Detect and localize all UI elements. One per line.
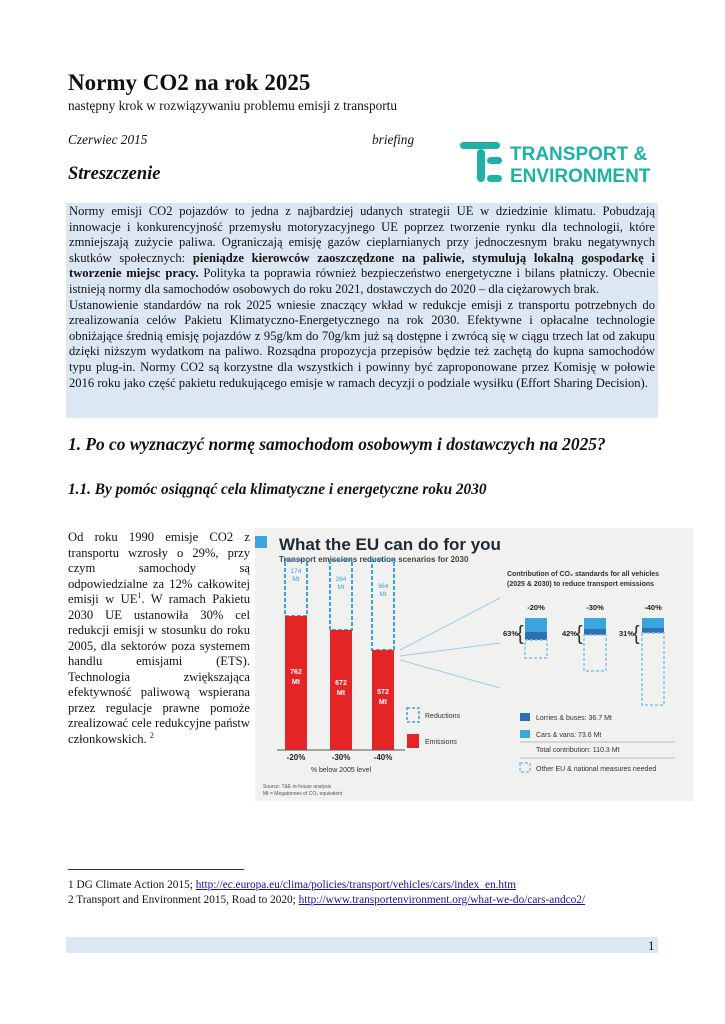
emission-unit: Mt [378, 699, 388, 706]
document-date: Czerwiec 2015 [68, 132, 148, 147]
transport-environment-logo [460, 140, 660, 184]
footnote-ref-2[interactable]: 2 [149, 730, 154, 740]
footnote-2-link[interactable]: http://www.transportenvironment.org/what-we-do/cars-andco2/ [298, 894, 586, 906]
reduction-unit: Mt [337, 584, 345, 591]
emissions-infographic [255, 528, 693, 801]
footer-bar [66, 937, 658, 953]
source-line-2: Mt = Megatonnes of CO₂ equivalent [263, 791, 343, 797]
reduction-value: 174 [290, 568, 302, 575]
footnote-1-link[interactable]: http://ec.europa.eu/clima/policies/transport/vehicles/cars/index_en.htm [195, 879, 517, 891]
footnote-2: 2 Transport and Environment 2015, Road to 2020; http://www.transportenvironment.org/what-we-do/cars-andco2/ [68, 894, 586, 906]
document-subtitle: następny krok w rozwiązywaniu problemu emisji z transportu [68, 98, 398, 113]
emission-value: 762 [290, 669, 302, 676]
svg-text:42%: 42% [562, 629, 578, 638]
svg-text:31%: 31% [619, 629, 635, 638]
section-body-text: Od roku 1990 emisje CO2 z transportu wzrosły o 29%, przy czym samochody są odpowiedzialne za 12% całkowitej emisji w $UE^1$. W ramach Pakietu 2030 UE ustanowiła 30% cel redukcji emisji w stosunku do roku 2005, dla sektorów poza systemem handlu emisjami (ETS). Technologia zwiększająca efektywność paliwową wspierana przez regulacje prawne pomoże zrealizować cele redukcyjne państw członkowskich. $^2$ [68, 530, 250, 746]
infographic-title: What the EU can do for you [279, 535, 501, 554]
emission-value: 572 [377, 689, 389, 696]
legend-cars: Cars & vans: 73.6 Mt [536, 732, 602, 739]
scenario-bar-1 [285, 560, 307, 762]
legend-emissions: Emissions [425, 739, 457, 746]
summary-heading: Streszczenie [68, 164, 161, 184]
svg-text:63%: 63% [503, 629, 519, 638]
summary-bold-phrase: pieniądze kierowców zaoszczędzone na paliwie, stymulują lokalną gospodarkę i tworzenie miejsc pracy. [69, 250, 655, 281]
summary-box [66, 203, 658, 418]
reduction-unit: Mt [292, 576, 300, 583]
footnote-ref-1[interactable]: 1 [137, 590, 142, 600]
logo-line-1: TRANSPORT & [510, 144, 648, 165]
document-type: briefing [372, 132, 415, 147]
scenario-bar-2 [330, 560, 352, 762]
right-panel-title-1: Contribution of CO₂ standards for all vehicles [507, 571, 660, 578]
right-panel-title-2: (2025 & 2030) to reduce transport emissions [507, 581, 655, 588]
document-title: Normy CO2 na rok 2025 [68, 70, 311, 95]
legend-reductions: Reductions [425, 713, 461, 720]
legend-right [520, 713, 675, 773]
legend-lorries: Lorries & buses: 36.7 Mt [536, 715, 612, 722]
contribution-column-3 [619, 603, 664, 705]
svg-text:-20%: -20% [527, 603, 545, 612]
scenario-label: -40% [373, 753, 393, 762]
section-1-1-heading: 1.1. By pomóc osiągnąć cela klimatyczne i energetyczne roku 2030 [68, 481, 487, 498]
infographic-subtitle: Transport emissions reduction scenarios for 2030 [279, 555, 469, 564]
emission-unit: Mt [291, 679, 301, 686]
emission-unit: Mt [336, 690, 346, 697]
legend-total: Total contribution: 110.3 Mt [536, 747, 620, 754]
svg-text:{: { [633, 623, 640, 645]
scenario-label: -20% [286, 753, 306, 762]
legend-left [407, 708, 461, 748]
summary-paragraph-1: Normy emisji CO2 pojazdów to jedna z najbardziej udanych strategii UE w dziedzinie klimatu. Pobudzają innowacje i konkurencyjność przemysłu motoryzacyjnego UE poprzez tworzenie rynku dla technologii, które zmniejszają zużycie paliwa. Ograniczają emisję gazów cieplarnianych przy jednoczesnym braku negatywnych skutków społecznych: pieniądze kierowców zaoszczędzone na paliwie, stymulują lokalną gospodarkę i tworzenie miejsc pracy. Polityka ta poprawia również bezpieczeństwo energetyczne i bilans płatniczy. Obecnie istnieją normy dla samochodów osobowych do roku 2021, dostawczych do 2020 – dla ciężarowych brak. [69, 204, 655, 296]
page-number: 1 [648, 938, 655, 953]
legend-other: Other EU & national measures needed [536, 766, 657, 773]
emission-value: 672 [335, 680, 347, 687]
contribution-column-2 [562, 603, 606, 671]
svg-text:-30%: -30% [586, 603, 604, 612]
scenario-bar-3 [372, 560, 394, 762]
reduction-value: 364 [377, 583, 389, 590]
summary-paragraph-2: Ustanowienie standardów na rok 2025 wniesie znaczący wkład w redukcje emisji z transportu potrzebnych do zrealizowania celów Pakietu Klimatyczno-Energetycznego na rok 2030. Efektywne i opłacalne technologie obniżające średnią emisję pojazdów z 95g/km do 70g/km już są dostępne i zwrócą się w ciągu trzech lat od zakupu dzięki niższym wydatkom na paliwo. Rozsądna propozycja przepisów będzie też zachętą do kupna samochodów typu plug-in. Normy CO2 są korzystne dla wszystkich i powinny być zaproponowane przez Komisję w połowie 2016 roku jako część pakietu redukującego emisje w ramach decyzji o podziale wysiłku (Effort Sharing Decision). [69, 297, 655, 390]
footnote-separator [68, 869, 244, 870]
reduction-unit: Mt [379, 591, 387, 598]
svg-text:{: { [517, 623, 524, 645]
source-line-1: Source: T&E in-house analysis [263, 784, 332, 790]
svg-text:-40%: -40% [644, 603, 662, 612]
reduction-value: 264 [335, 576, 347, 583]
logo-line-2: ENVIRONMENT [510, 166, 651, 184]
contribution-column-1 [503, 603, 547, 658]
footnote-1: 1 DG Climate Action 2015; http://ec.europa.eu/clima/policies/transport/vehicles/cars/index_en.htm [68, 879, 517, 891]
section-1-heading: 1. Po co wyznaczyć normę samochodom osobowym i dostawczych na 2025? [68, 434, 606, 454]
scenario-label: -30% [331, 753, 351, 762]
svg-text:{: { [576, 623, 583, 645]
x-axis-caption: % below 2005 level [310, 767, 372, 774]
